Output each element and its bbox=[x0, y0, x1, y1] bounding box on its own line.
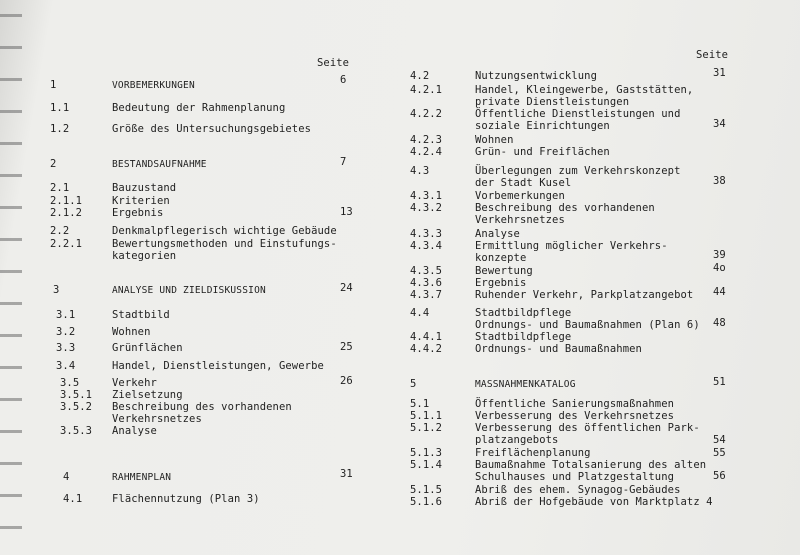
toc-entry-number: 4.2.2 bbox=[410, 108, 443, 120]
toc-entry-number: 3.5.2 bbox=[60, 401, 93, 413]
toc-entry-title: kategorien bbox=[112, 250, 177, 262]
toc-entry-number: 2 bbox=[50, 158, 57, 170]
toc-page-number: 31 bbox=[340, 468, 353, 480]
toc-page-number: 6 bbox=[340, 74, 347, 86]
toc-entry-number: 3.2 bbox=[56, 326, 76, 338]
toc-entry-number: 4.3.6 bbox=[410, 277, 443, 289]
toc-entry-number: 4.3.5 bbox=[410, 265, 443, 277]
toc-entry-title: der Stadt Kusel bbox=[475, 177, 572, 189]
toc-entry-title: Verkehrsnetzes bbox=[112, 413, 202, 425]
toc-page-number: 39 bbox=[713, 249, 726, 261]
toc-entry-number: 3.5.1 bbox=[60, 389, 93, 401]
toc-entry-number: 5 bbox=[410, 378, 417, 390]
toc-entry-title: konzepte bbox=[475, 252, 527, 264]
toc-section-heading: MASSNAHMENKATALOG bbox=[475, 379, 576, 390]
toc-section-heading: RAHMENPLAN bbox=[112, 472, 172, 483]
toc-entry-number: 4.3.2 bbox=[410, 202, 443, 214]
toc-entry-number: 4.4.1 bbox=[410, 331, 443, 343]
toc-page-number: 13 bbox=[340, 206, 353, 218]
toc-entry-number: 2.1 bbox=[50, 182, 70, 194]
toc-entry-number: 2.1.2 bbox=[50, 207, 83, 219]
toc-entry-title: Handel, Dienstleistungen, Gewerbe bbox=[112, 360, 324, 372]
toc-entry-number: 5.1 bbox=[410, 398, 430, 410]
toc-section-heading: VORBEMERKUNGEN bbox=[112, 80, 195, 91]
toc-entry-title: Stadtbildpflege bbox=[475, 331, 572, 343]
toc-entry-title: soziale Einrichtungen bbox=[475, 120, 610, 132]
toc-entry-number: 4.4 bbox=[410, 307, 430, 319]
toc-entry-title: Vorbemerkungen bbox=[475, 190, 565, 202]
toc-entry-title: private Dienstleistungen bbox=[475, 96, 630, 108]
toc-entry-number: 3.3 bbox=[56, 342, 76, 354]
toc-page-number: 34 bbox=[713, 118, 726, 130]
toc-entry-number: 2.2 bbox=[50, 225, 70, 237]
toc-entry-number: 2.2.1 bbox=[50, 238, 83, 250]
toc-entry-title: Abriß des ehem. Synagog-Gebäudes bbox=[475, 484, 681, 496]
toc-entry-title: Ergebnis bbox=[112, 207, 164, 219]
toc-page-number: 55 bbox=[713, 447, 726, 459]
toc-entry-title: Öffentliche Dienstleistungen und bbox=[475, 108, 681, 120]
toc-entry-number: 5.1.5 bbox=[410, 484, 443, 496]
toc-entry-title: Grünflächen bbox=[112, 342, 183, 354]
toc-entry-number: 4.2.4 bbox=[410, 146, 443, 158]
toc-entry-number: 1.2 bbox=[50, 123, 70, 135]
toc-entry-title: Verbesserung des Verkehrsnetzes bbox=[475, 410, 675, 422]
toc-page-number: 56 bbox=[713, 470, 726, 482]
toc-section-heading: ANALYSE UND ZIELDISKUSSION bbox=[112, 285, 266, 296]
toc-entry-number: 4.2 bbox=[410, 70, 430, 82]
toc-entry-title: Beschreibung des vorhandenen bbox=[112, 401, 292, 413]
toc-entry-number: 1.1 bbox=[50, 102, 70, 114]
toc-entry-number: 4 bbox=[63, 471, 70, 483]
toc-entry-title: Bewertung bbox=[475, 265, 533, 277]
toc-entry-title: Bewertungsmethoden und Einstufungs- bbox=[112, 238, 337, 250]
seite-header-right: Seite bbox=[696, 49, 729, 61]
toc-entry-title: Freiflächenplanung bbox=[475, 447, 591, 459]
toc-entry-title: Verbesserung des öffentlichen Park- bbox=[475, 422, 700, 434]
toc-entry-number: 4.2.3 bbox=[410, 134, 443, 146]
toc-entry-title: Beschreibung des vorhandenen bbox=[475, 202, 655, 214]
toc-entry-title: Abriß der Hofgebäude von Marktplatz 4 bbox=[475, 496, 713, 508]
toc-entry-number: 4.3 bbox=[410, 165, 430, 177]
toc-page-number: 25 bbox=[340, 341, 353, 353]
toc-entry-title: Wohnen bbox=[112, 326, 151, 338]
toc-entry-title: Ordnungs- und Baumaßnahmen bbox=[475, 343, 642, 355]
toc-entry-number: 3.4 bbox=[56, 360, 76, 372]
toc-page-number: 44 bbox=[713, 286, 726, 298]
toc-page-number: 48 bbox=[713, 317, 726, 329]
toc-entry-number: 3.1 bbox=[56, 309, 76, 321]
toc-page-number: 38 bbox=[713, 175, 726, 187]
toc-entry-title: Denkmalpflegerisch wichtige Gebäude bbox=[112, 225, 337, 237]
toc-entry-number: 4.3.1 bbox=[410, 190, 443, 202]
toc-entry-number: 5.1.1 bbox=[410, 410, 443, 422]
toc-entry-title: Wohnen bbox=[475, 134, 514, 146]
toc-entry-number: 3 bbox=[53, 284, 60, 296]
toc-entry-title: Nutzungsentwicklung bbox=[475, 70, 598, 82]
toc-entry-title: Bauzustand bbox=[112, 182, 177, 194]
toc-page-number: 54 bbox=[713, 434, 726, 446]
toc-page-number: 31 bbox=[713, 67, 726, 79]
toc-entry-title: Analyse bbox=[112, 425, 157, 437]
toc-entry-number: 5.1.3 bbox=[410, 447, 443, 459]
toc-entry-number: 4.3.7 bbox=[410, 289, 443, 301]
toc-section-heading: BESTANDSAUFNAHME bbox=[112, 159, 207, 170]
toc-entry-number: 5.1.4 bbox=[410, 459, 443, 471]
toc-entry-title: platzangebots bbox=[475, 434, 559, 446]
toc-entry-title: Schulhauses und Platzgestaltung bbox=[475, 471, 675, 483]
toc-entry-number: 3.5 bbox=[60, 377, 80, 389]
toc-entry-title: Ermittlung möglicher Verkehrs- bbox=[475, 240, 668, 252]
toc-entry-title: Stadtbildpflege bbox=[475, 307, 572, 319]
toc-entry-title: Handel, Kleingewerbe, Gaststätten, bbox=[475, 84, 694, 96]
toc-entry-number: 4.3.3 bbox=[410, 228, 443, 240]
toc-entry-title: Stadtbild bbox=[112, 309, 170, 321]
toc-entry-number: 5.1.6 bbox=[410, 496, 443, 508]
toc-entry-number: 2.1.1 bbox=[50, 195, 83, 207]
toc-entry-title: Verkehr bbox=[112, 377, 157, 389]
toc-entry-title: Überlegungen zum Verkehrskonzept bbox=[475, 165, 681, 177]
toc-entry-number: 4.1 bbox=[63, 493, 83, 505]
toc-entry-number: 4.2.1 bbox=[410, 84, 443, 96]
toc-entry-title: Ruhender Verkehr, Parkplatzangebot bbox=[475, 289, 694, 301]
toc-entry-number: 1 bbox=[50, 79, 57, 91]
toc-entry-title: Zielsetzung bbox=[112, 389, 183, 401]
toc-page-number: 4o bbox=[713, 262, 726, 274]
toc-entry-title: Baumaßnahme Totalsanierung des alten bbox=[475, 459, 707, 471]
toc-entry-number: 4.3.4 bbox=[410, 240, 443, 252]
toc-entry-title: Kriterien bbox=[112, 195, 170, 207]
toc-entry-title: Ergebnis bbox=[475, 277, 527, 289]
seite-header-left: Seite bbox=[317, 57, 350, 69]
toc-entry-title: Grün- und Freiflächen bbox=[475, 146, 610, 158]
toc-entry-title: Analyse bbox=[475, 228, 520, 240]
toc-entry-title: Ordnungs- und Baumaßnahmen (Plan 6) bbox=[475, 319, 700, 331]
toc-entry-title: Verkehrsnetzes bbox=[475, 214, 565, 226]
toc-page-number: 7 bbox=[340, 156, 347, 168]
spiral-binding bbox=[0, 0, 22, 555]
toc-entry-number: 5.1.2 bbox=[410, 422, 443, 434]
toc-page-number: 24 bbox=[340, 282, 353, 294]
toc-entry-number: 3.5.3 bbox=[60, 425, 93, 437]
toc-entry-title: Flächennutzung (Plan 3) bbox=[112, 493, 260, 505]
toc-entry-title: Größe des Untersuchungsgebietes bbox=[112, 123, 312, 135]
toc-entry-title: Bedeutung der Rahmenplanung bbox=[112, 102, 286, 114]
toc-entry-title: Öffentliche Sanierungsmaßnahmen bbox=[475, 398, 675, 410]
toc-entry-number: 4.4.2 bbox=[410, 343, 443, 355]
toc-page-number: 26 bbox=[340, 375, 353, 387]
toc-page-number: 51 bbox=[713, 376, 726, 388]
